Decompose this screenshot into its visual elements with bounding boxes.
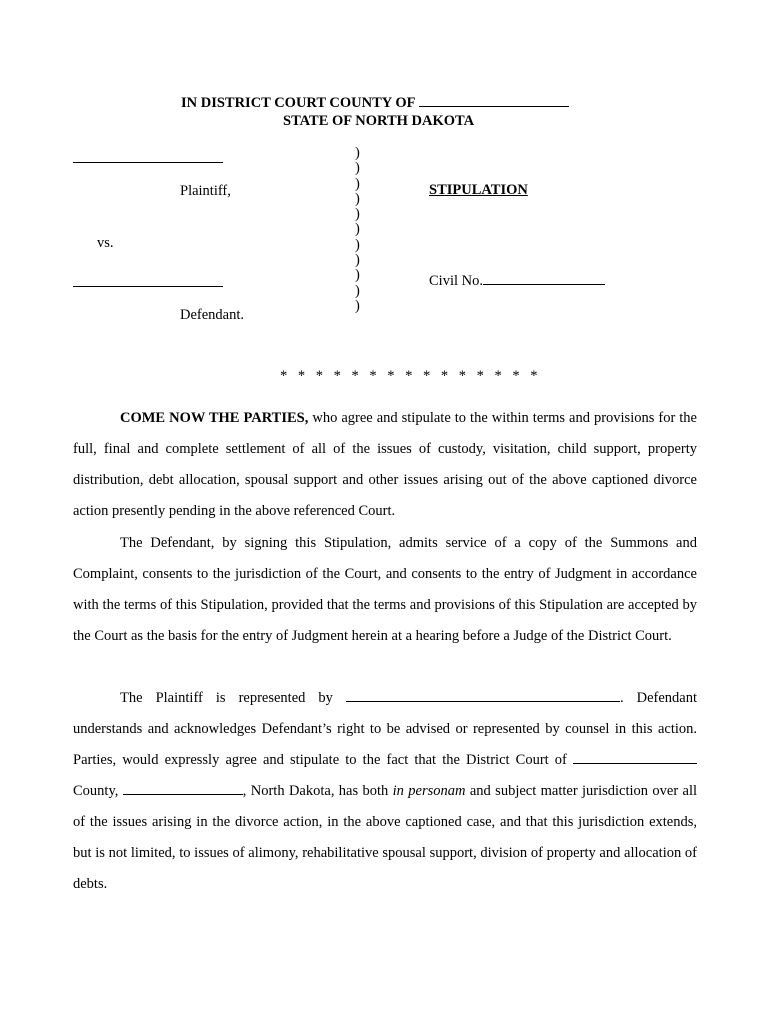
paren: ) — [355, 206, 360, 223]
county-blank[interactable] — [419, 94, 569, 107]
paragraph-3-part-a: The Plaintiff is represented by — [120, 690, 333, 706]
paren: ) — [355, 190, 360, 207]
defendant-label: Defendant. — [180, 307, 245, 323]
county-name-blank[interactable] — [123, 782, 243, 795]
paragraph-3-part-b: . Defendant understands and acknowledges Defendant’s right to be advised or represented by counsel in this action. Parties, would expressly agree and stipulate to the fact that the District Court of — [73, 690, 697, 768]
court-header-line1: IN DISTRICT COURT COUNTY OF — [181, 95, 415, 111]
paren: ) — [355, 267, 360, 284]
paren: ) — [355, 282, 360, 299]
in-personam: in personam — [392, 783, 466, 799]
paren: ) — [355, 221, 360, 238]
paren: ) — [355, 175, 360, 192]
parties-lead-in: COME NOW THE PARTIES, — [120, 410, 309, 426]
court-header — [181, 94, 569, 112]
paragraph-1 — [73, 403, 697, 527]
vs-label: vs. — [97, 235, 114, 251]
civil-no-blank[interactable] — [483, 272, 605, 285]
civil-no-label: Civil No. — [429, 273, 483, 289]
paren: ) — [355, 297, 360, 314]
district-county-blank[interactable] — [573, 751, 697, 764]
section-divider: * * * * * * * * * * * * * * * — [280, 368, 538, 384]
plaintiff-name-blank[interactable] — [73, 150, 223, 168]
document-title: STIPULATION — [429, 182, 528, 198]
paren: ) — [355, 145, 360, 161]
paragraph-1-text: who agree and stipulate to the within terms and provisions for the full, final and complete settlement of all of the issues of custody, visitation, child support, property distribution, debt allocation, spousal support and other issues arising out of the above captioned divorce action presently pending in the above referenced Court. — [73, 410, 697, 519]
caption-divider — [355, 146, 360, 314]
plaintiff-counsel-blank[interactable] — [346, 689, 620, 702]
defendant-name-blank[interactable] — [73, 274, 223, 292]
plaintiff-label: Plaintiff, — [180, 183, 231, 199]
civil-no — [429, 272, 605, 290]
paragraph-3-part-e: and subject matter jurisdiction over all of the issues arising in the divorce action, in the above captioned case, and that this jurisdiction extends, but is not limited, to issues of alimony, rehabilitative spousal support, division of property and allocation of debts. — [73, 783, 698, 892]
paragraph-3 — [73, 683, 697, 900]
paren: ) — [355, 160, 360, 177]
paren: ) — [355, 252, 360, 269]
state-header: STATE OF NORTH DAKOTA — [283, 113, 475, 129]
paragraph-2: The Defendant, by signing this Stipulation, admits service of a copy of the Summons and Complaint, consents to the jurisdiction of the Court, and consents to the entry of Judgment in accordance with the terms of this Stipulation, provided that the terms and provisions of this Stipulation are accepted by the Court as the basis for the entry of Judgment herein at a hearing before a Judge of the District Court. — [73, 535, 697, 644]
paren: ) — [355, 236, 360, 253]
paragraph-3-part-d: , North Dakota, has both — [242, 783, 389, 799]
paragraph-3-part-c: County, — [73, 783, 119, 799]
